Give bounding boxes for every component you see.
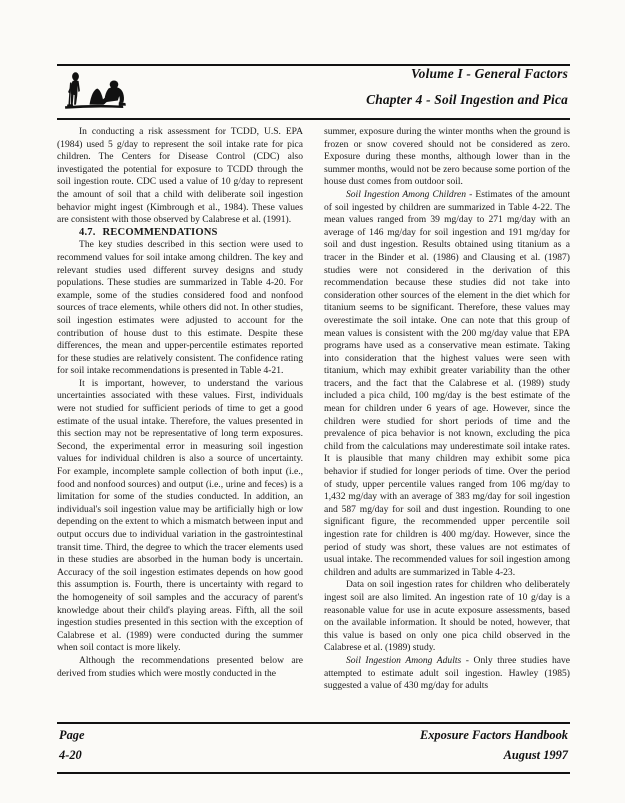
section-title: RECOMMENDATIONS [102,226,218,238]
paragraph-recommendations-derivation: Although the recommendations presented below are derived from studies which were mostly conducted in the [57,654,303,679]
header-bottom-rule [57,118,570,120]
paragraph-soil-ingestion-among-adults [324,655,570,693]
header-title-block [366,66,568,108]
header-volume-title: Volume I - General Factors [411,66,568,81]
page-footer [57,722,570,774]
paragraph-children-body: - Estimates of the amount of soil ingested by children are summarized in Table 4-22. The mean values ranged from 39 mg/day to 271 mg/day with an average of 146 mg/day for soil ingestion and 191 mg/day for soil and dust ingestion. Results obtained using titanium as a tracer in the Binder et al. (1986) and Clausing et al. (1987) studies were not considered in the derivation of this recommendation because these studies did not take into consideration other sources of the element in the diet which for titanium seems to be significant. Therefore, these values may overestimate the soil intake. One can note that this group of mean values is consistent with the 200 mg/day value that EPA programs have used as a conservative mean estimate. Taking into consideration that the highest values were seen with titanium, which may exhibit greater variability than the other tracers, and the fact that the Calabrese et al. (1989) study included a pica child, 100 mg/day is the best estimate of the mean for children under 6 years of age. However, since the children were studied for short periods of time and the prevalence of pica behavior is not known, excluding the pica child from the calculations may underestimate soil intake rates. It is plausible that many children may exhibit some pica behavior if studied for longer periods of time. Over the period of study, upper percentile values ranged from 106 mg/day to 1,432 mg/day with an average of 383 mg/day for soil ingestion and 587 mg/day for soil and dust ingestion. Rounding to one significant figure, the recommended upper percentile soil ingestion rate for children is 400 mg/day. However, since the period of study was short, these values are not estimates of usual intake. The recommended values for soil ingestion among children and adults are summarized in Table 4-23. [324,188,570,578]
page-header [57,64,570,120]
paragraph-key-studies: The key studies described in this section were used to recommend values for soil intake among children. The key and relevant studies used different survey designs and study populations. These studies are summarized in Table 4-20. For example, some of the studies considered food and nonfood sources of trace elements, while others did not. In other studies, soil ingestion estimates were adjusted to account for the contribution of house dust to this estimate. Despite these differences, the mean and upper-percentile estimates reported for these studies are relatively consistent. The confidence rating for soil intake recommendations is presented in Table 4-21. [57,239,303,377]
body-columns [57,126,570,706]
section-number: 4.7. [79,226,96,238]
footer-page-block [59,728,84,763]
run-in-heading-adults: Soil Ingestion Among Adults [346,654,462,666]
run-in-heading-children: Soil Ingestion Among Children [346,188,467,200]
paragraph-winter-exposure: summer, exposure during the winter months when the ground is frozen or snow covered should not be considered as zero. Exposure during these months, although lower than in the summer months, would not be zero because some portion of the house dust comes from outdoor soil. [324,126,570,188]
paragraph-soil-ingestion-among-children [324,189,570,579]
footer-date: August 1997 [503,748,568,762]
right-text-column [324,126,570,706]
paragraph-uncertainties: It is important, however, to understand the various uncertainties associated with these values. First, individuals were not studied for sufficient periods of time to get a good estimate of the usual intake. Therefore, the values presented in this section may not be representative of long term exposures. Second, the experimental error in measuring soil ingestion values for individual children is also a source of uncertainty. For example, incomplete sample collection of both input (i.e., food and nonfood sources) and output (i.e., urine and feces) is a limitation for some of the studies conducted. In addition, an individual's soil ingestion value may be artificially high or low depending on the extent to which a mismatch between input and output occurs due to individual variation in the gastrointestinal transit time. Third, the degree to which the tracer elements used in these studies are absorbed in the human body is uncertain. Accuracy of the soil ingestion estimates depends on how good this assumption is. Fourth, there is uncertainty with regard to the homogeneity of soil samples and the accuracy of parent's knowledge about their child's playing areas. Fifth, all the soil ingestion studies presented in this section with the exception of Calabrese et al. (1989) were conducted during the summer when soil contact is more likely. [57,377,303,654]
footer-handbook-title: Exposure Factors Handbook [419,728,568,742]
section-heading-recommendations [57,227,303,240]
paragraph-tcdd-risk-assessment: In conducting a risk assessment for TCDD, U.S. EPA (1984) used 5 g/day to represent the soil intake rate for pica children. The Centers for Disease Control (CDC) also investigated the potential for exposure to TCDD through the soil ingestion route. CDC used a value of 10 g/day to represent the amount of soil that a child with deliberate soil ingestion behavior might ingest (Kimbrough et al., 1984). These values are consistent with those observed by Calabrese et al. (1991). [57,126,303,226]
footer-title-block [420,728,568,763]
footer-bottom-rule [57,772,570,774]
footer-page-label: Page [59,728,85,742]
soil-digging-figures-silhouette-icon [59,70,129,114]
footer-page-number: 4-20 [59,748,82,762]
paragraph-deliberate-ingestion: Data on soil ingestion rates for children who deliberately ingest soil are also limited. An ingestion rate of 10 g/day is a reasonable value for use in acute exposure assessments, based on the available information. It should be noted, however, that this value is based on only one pica child observed in the Calabrese et al. (1989) study. [324,579,570,654]
left-text-column [57,126,303,706]
footer-top-rule [57,722,570,724]
header-chapter-title: Chapter 4 - Soil Ingestion and Pica [366,92,568,107]
paragraph-adults-body: - Only three studies have attempted to estimate adult soil ingestion. Hawley (1985) suggested a value of 430 mg/day for adults [324,654,570,692]
